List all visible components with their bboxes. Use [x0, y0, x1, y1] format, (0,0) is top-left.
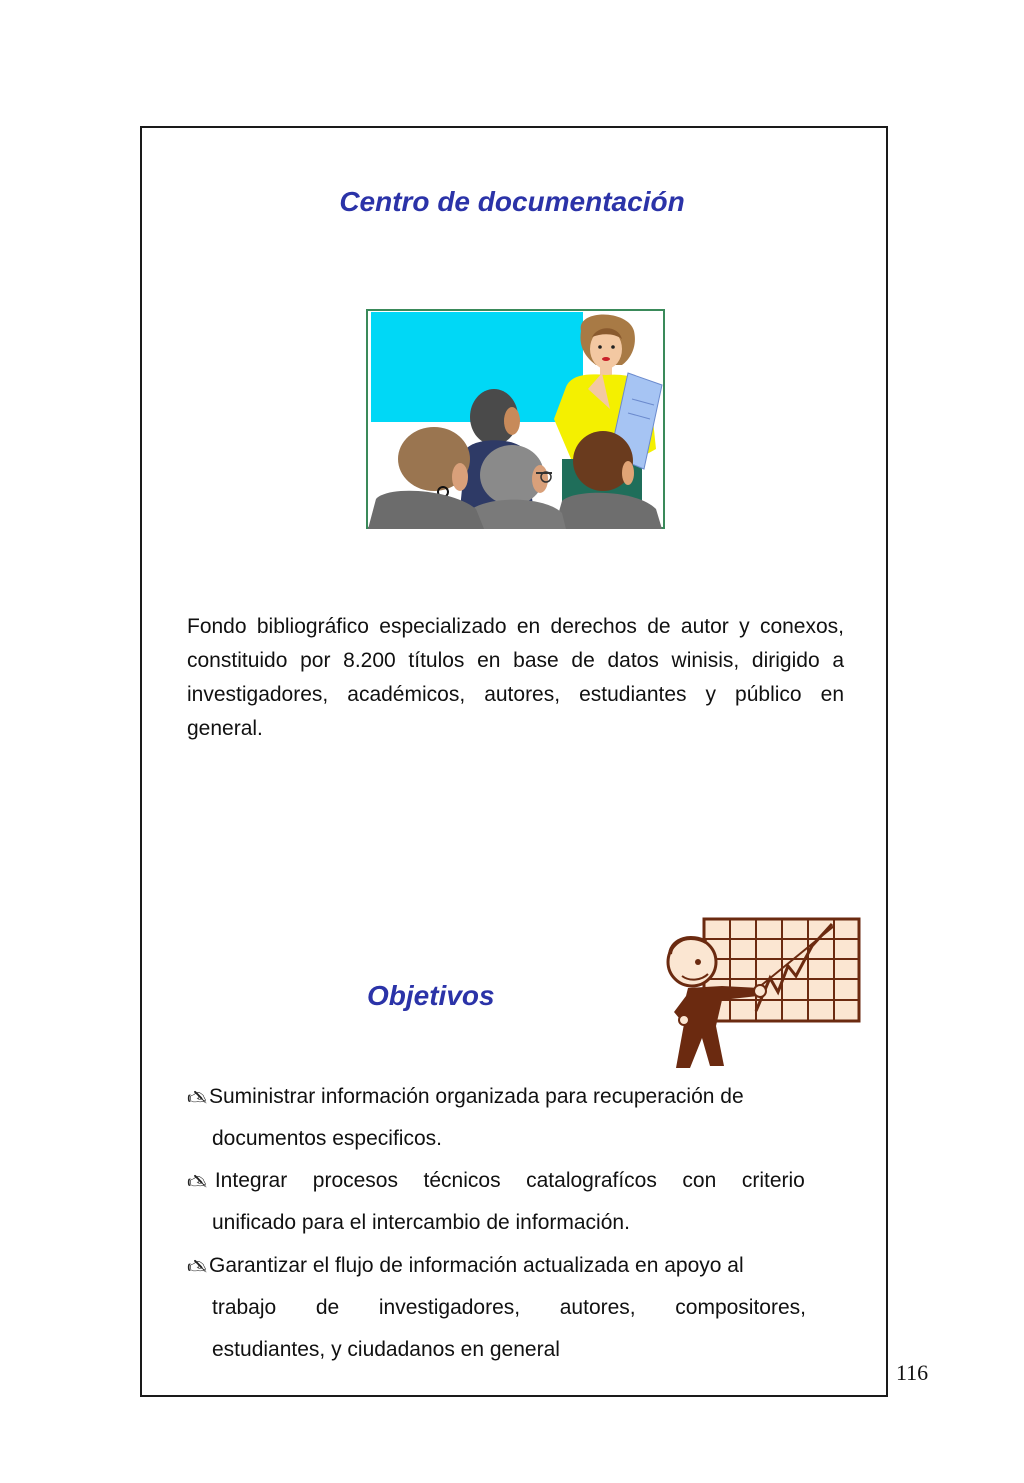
- meeting-clipart-icon: [366, 309, 665, 529]
- objective-2-line2: unificado para el intercambio de información.: [212, 1211, 630, 1234]
- pointing-hand-icon: 🖎: [187, 1172, 208, 1191]
- objective-1-line1: Suministrar información organizada para recuperación de: [209, 1085, 744, 1108]
- heading-objetivos: Objetivos: [367, 980, 495, 1011]
- intro-paragraph: Fondo bibliográfico especializado en derechos de autor y conexos, constituido por 8.200 títulos en base de datos winisis, dirigido a investigadores, académicos, autores, estudiantes y público en general.: [187, 615, 844, 740]
- pointing-hand-icon: 🖎: [187, 1088, 208, 1107]
- presenter-chart-clipart-icon: [662, 916, 862, 1072]
- heading-centro: Centro de documentación: [339, 186, 685, 217]
- objective-3-line3: estudiantes, y ciudadanos en general: [212, 1338, 560, 1361]
- pointing-hand-icon: 🖎: [187, 1257, 208, 1276]
- objective-2-line1: Integrar procesos técnicos catalografícos con criterio: [214, 1169, 805, 1192]
- page-number: 116: [896, 1360, 929, 1385]
- objective-3-line2: trabajo de investigadores, autores, compositores,: [212, 1296, 806, 1319]
- objective-3-line1: Garantizar el flujo de información actualizada en apoyo al: [209, 1254, 744, 1277]
- objective-1-line2: documentos especificos.: [212, 1127, 442, 1150]
